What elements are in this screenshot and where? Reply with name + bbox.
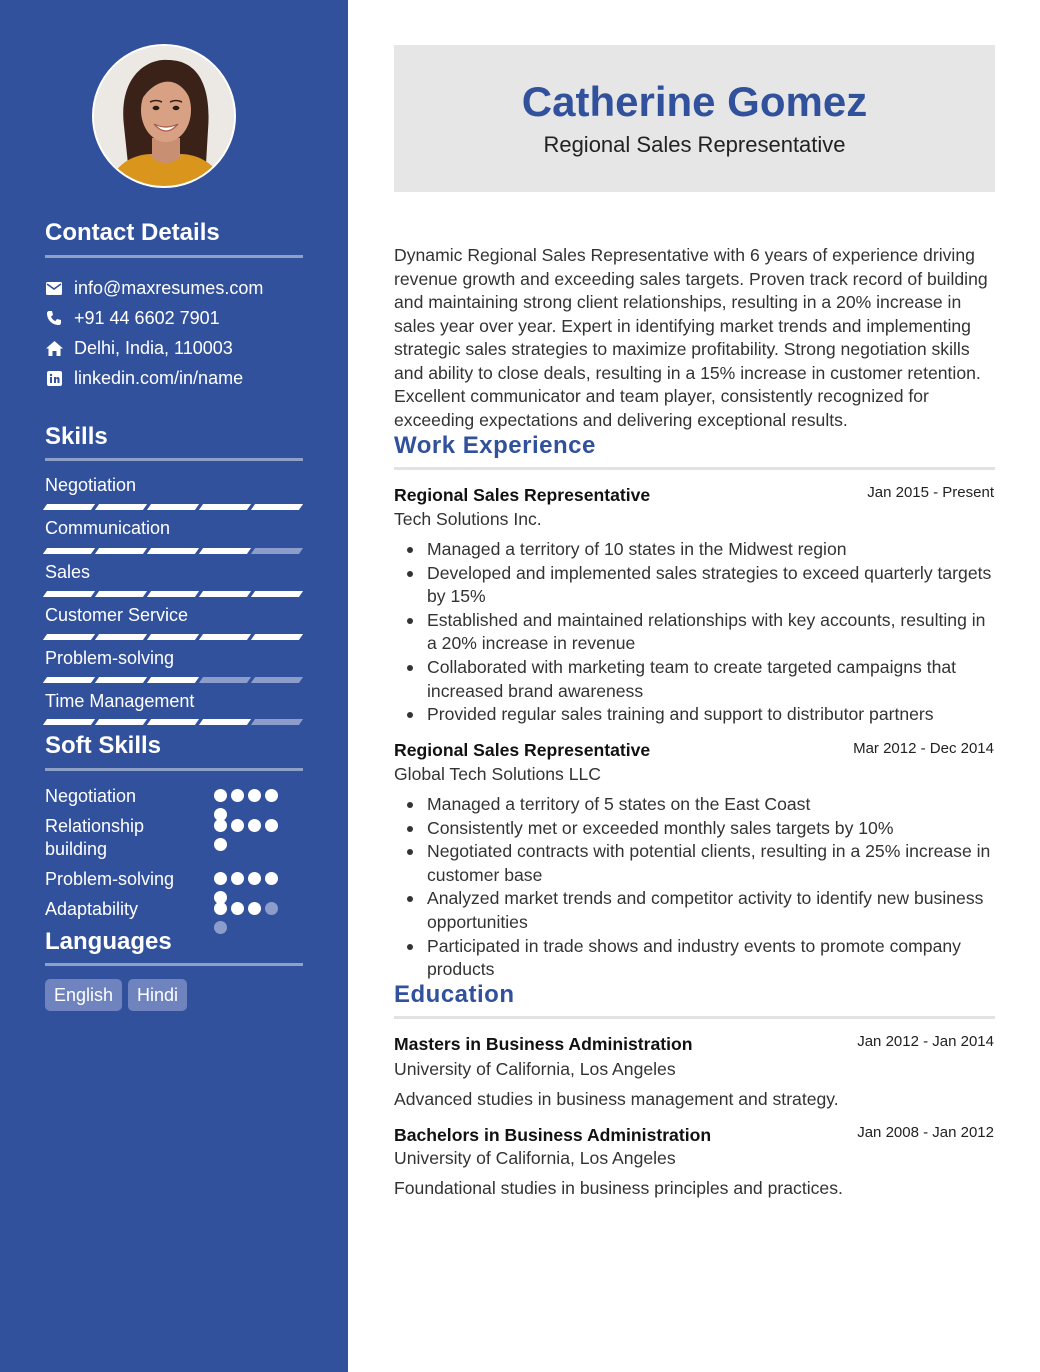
degree-description: Foundational studies in business principles and practices. <box>394 1178 843 1198</box>
linkedin-icon <box>45 369 63 387</box>
contact-address-text: Delhi, India, 110003 <box>74 337 233 358</box>
soft-skill-name: Adaptability <box>45 899 139 919</box>
skill-level-segment <box>199 548 251 554</box>
skill-level-segment <box>199 504 251 510</box>
school-name: University of California, Los Angeles <box>394 1059 676 1079</box>
skill-level-segment <box>147 504 199 510</box>
job-bullet: Managed a territory of 5 states on the East Coast <box>394 793 994 817</box>
language-tag: English <box>45 979 122 1011</box>
job-bullet: Collaborated with marketing team to create targeted campaigns that increased brand awareness <box>394 656 994 703</box>
rating-dot <box>214 921 227 934</box>
skill-level-segment <box>147 591 199 597</box>
rating-dot <box>248 902 261 915</box>
soft-skill-name: Negotiation <box>45 786 137 806</box>
education-title: Education <box>394 981 515 1008</box>
rating-dot <box>248 819 261 832</box>
contact-divider <box>45 255 303 258</box>
rating-dot <box>265 902 278 915</box>
skill-name: Communication <box>45 518 171 538</box>
profile-photo <box>94 46 236 188</box>
skill-name: Problem-solving <box>45 648 175 668</box>
skill-level-segment <box>147 634 199 640</box>
job-bullet: Provided regular sales training and support to distributor partners <box>394 703 994 727</box>
skill-level-segment <box>251 548 303 554</box>
skill-name: Sales <box>45 562 91 582</box>
avatar <box>92 44 236 188</box>
skill-level-bar <box>45 504 303 511</box>
skill-level-segment <box>147 677 199 683</box>
job-title: Regional Sales Representative <box>394 740 651 760</box>
rating-dot <box>265 872 278 885</box>
work-experience-title: Work Experience <box>394 432 596 459</box>
soft-skill-name: Problem-solving <box>45 869 175 889</box>
rating-dot <box>248 789 261 802</box>
skill-level-segment <box>95 719 147 725</box>
skill-level-segment <box>251 677 303 683</box>
skill-level-bar <box>45 591 303 598</box>
profile-summary: Dynamic Regional Sales Representative with 6 years of experience driving revenue growth and exceeding sales targets. Proven track record of building and maintaining strong client relationships, resulting in a 20% increase in sales year over year. Expert in identifying market trends and implementing strategic sales strategies to maximize profitability. Strong negotiation skills and ability to close deals, resulting in a 15% increase in customer retention. Excellent communicator and team player, consistently recognized for exceeding expectations and delivering exceptional results. <box>394 245 988 430</box>
skill-level-segment <box>43 548 95 554</box>
job-bullet: Negotiated contracts with potential clients, resulting in a 25% increase in customer base <box>394 840 994 887</box>
contact-phone-text: +91 44 6602 7901 <box>74 307 220 328</box>
job-bullet: Participated in trade shows and industry events to promote company products <box>394 935 994 982</box>
job-title: Regional Sales Representative <box>394 485 651 505</box>
job-bullet: Consistently met or exceeded monthly sales targets by 10% <box>394 817 994 841</box>
contact-email-text: info@maxresumes.com <box>74 277 264 298</box>
soft-skill-rating <box>214 819 290 851</box>
skill-level-segment <box>199 591 251 597</box>
skill-level-segment <box>43 677 95 683</box>
soft-skills-divider <box>45 768 303 771</box>
soft-skills-title: Soft Skills <box>45 732 162 759</box>
degree-date: Jan 2008 - Jan 2012 <box>857 1124 994 1141</box>
skill-level-segment <box>251 719 303 725</box>
rating-dot <box>214 838 227 851</box>
job-company: Tech Solutions Inc. <box>394 509 542 529</box>
skill-level-segment <box>43 634 95 640</box>
soft-skill-rating <box>214 872 290 904</box>
degree-date: Jan 2012 - Jan 2014 <box>857 1033 994 1050</box>
skills-divider <box>45 458 303 461</box>
contact-address <box>45 336 233 360</box>
education-divider <box>394 1016 995 1019</box>
job-date: Jan 2015 - Present <box>867 484 994 501</box>
soft-skill-name: Relationship building <box>45 816 145 859</box>
contact-linkedin-text: linkedin.com/in/name <box>74 367 244 388</box>
soft-skill-rating <box>214 902 290 934</box>
school-name: University of California, Los Angeles <box>394 1148 676 1168</box>
skill-level-bar <box>45 634 303 641</box>
skill-level-segment <box>43 591 95 597</box>
skill-level-bar <box>45 548 303 555</box>
phone-icon <box>45 309 63 327</box>
rating-dot <box>265 789 278 802</box>
skill-level-segment <box>199 677 251 683</box>
job-bullets <box>394 538 994 727</box>
skill-level-segment <box>251 634 303 640</box>
job-bullets <box>394 793 994 982</box>
job-bullet: Managed a territory of 10 states in the Midwest region <box>394 538 994 562</box>
skills-title: Skills <box>45 423 108 450</box>
rating-dot <box>231 902 244 915</box>
skill-level-bar <box>45 719 303 726</box>
rating-dot <box>231 819 244 832</box>
skill-level-segment <box>251 591 303 597</box>
contact-email[interactable] <box>45 276 263 300</box>
rating-dot <box>248 872 261 885</box>
skill-level-bar <box>45 677 303 684</box>
contact-phone[interactable] <box>45 306 220 330</box>
skill-level-segment <box>95 548 147 554</box>
name-header <box>394 45 995 192</box>
skill-level-segment <box>95 677 147 683</box>
rating-dot <box>214 872 227 885</box>
skill-level-segment <box>251 504 303 510</box>
skill-level-segment <box>147 548 199 554</box>
languages-title: Languages <box>45 928 172 955</box>
job-date: Mar 2012 - Dec 2014 <box>853 740 994 757</box>
rating-dot <box>214 902 227 915</box>
home-icon <box>45 339 63 357</box>
work-experience-divider <box>394 467 995 470</box>
skill-level-segment <box>43 719 95 725</box>
skill-level-segment <box>199 719 251 725</box>
job-company: Global Tech Solutions LLC <box>394 764 602 784</box>
job-bullet: Analyzed market trends and competitor activity to identify new business opportunities <box>394 887 994 934</box>
skill-level-segment <box>43 504 95 510</box>
skill-level-segment <box>199 634 251 640</box>
soft-skill-rating <box>214 789 290 821</box>
job-bullet: Established and maintained relationships with key accounts, resulting in a 20% increase in revenue <box>394 609 994 656</box>
candidate-role: Regional Sales Representative <box>543 132 846 157</box>
languages-divider <box>45 963 303 966</box>
skill-name: Negotiation <box>45 475 137 495</box>
contact-linkedin[interactable] <box>45 366 243 390</box>
skill-level-segment <box>95 504 147 510</box>
rating-dot <box>231 789 244 802</box>
rating-dot <box>265 819 278 832</box>
rating-dot <box>214 819 227 832</box>
candidate-name: Catherine Gomez <box>521 78 868 125</box>
skill-name: Time Management <box>45 691 195 711</box>
degree-description: Advanced studies in business management and strategy. <box>394 1089 839 1109</box>
envelope-icon <box>45 279 63 297</box>
sidebar <box>0 0 348 1372</box>
skill-level-segment <box>95 634 147 640</box>
language-tag: Hindi <box>128 979 187 1011</box>
degree-title: Bachelors in Business Administration <box>394 1125 712 1145</box>
skill-level-segment <box>95 591 147 597</box>
degree-title: Masters in Business Administration <box>394 1034 693 1054</box>
skill-level-segment <box>147 719 199 725</box>
job-bullet: Developed and implemented sales strategies to exceed quarterly targets by 15% <box>394 562 994 609</box>
skill-name: Customer Service <box>45 605 189 625</box>
contact-title: Contact Details <box>45 219 220 246</box>
rating-dot <box>214 789 227 802</box>
rating-dot <box>231 872 244 885</box>
